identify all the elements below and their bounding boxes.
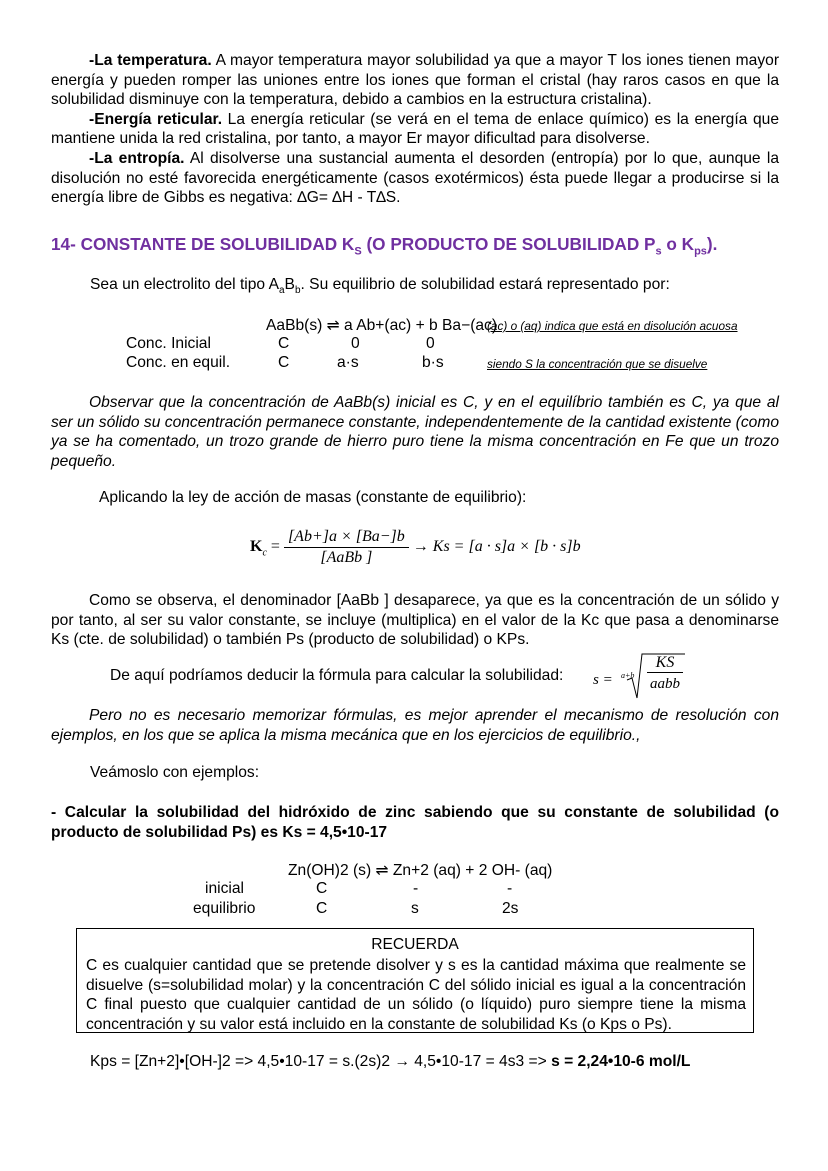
- entropy-paragraph: -La entropía. Al disolverse una sustancial aumenta el desorden (entropía) por lo que, aunque la disolución no esté favorecida energéticamente (casos exotérmicos) ésta puede llegar a producirse si la energía libre de Gibbs es negativa: ∆G= ∆H - T∆S.: [51, 149, 779, 207]
- zn-equil-zn: s: [411, 900, 419, 917]
- temperature-paragraph: -La temperatura. A mayor temperatura mayor solubilidad ya que a mayor T los iones tienen mayor energía y pueden romper las uniones entre los iones que forman el cristal (hay raros casos en que la solubilidad disminuye con la temperatura, debido a cambios en la estructura cristalina).: [51, 52, 780, 109]
- initial-a: 0: [351, 335, 360, 352]
- section-heading: 14- CONSTANTE DE SOLUBILIDAD $K_S$ (O PRODUCTO DE SOLUBILIDAD $P_s$ o $K_{ps}$).: [51, 234, 718, 258]
- remember-text: C es cualquier cantidad que se pretende disolver y s es la cantidad máxima que realmente se disuelve (s=solubilidad molar) y la concentración C del sólido inicial es igual a la concentración C final puesto que cualquier cantidad de un sólido (o líquido) puro siempre tiene la misma concentración y su valor está incluido en la constante de solubilidad Ks (o Kps o Ps).: [86, 957, 746, 1033]
- zn-initial-label: inicial: [205, 880, 244, 897]
- remember-title: RECUERDA: [371, 936, 459, 953]
- denominator-paragraph: Como se observa, el denominador [AaBb ] desaparece, ya que es la concentración de un sólido y por tanto, al ser su valor constante, se incluye (multiplica) en el valor de la Kc que pasa a denominarse Ks (cte. de solubilidad) o también Ps (producto de solubilidad) o KPs.: [51, 592, 779, 649]
- zn-equil-c: C: [316, 900, 328, 917]
- zn-initial-c: C: [316, 880, 328, 897]
- observe-paragraph: Observar que la concentración de AaBb(s) inicial es C, y en el equilíbrio también es C, ya que al ser un sólido su concentración permanece constante, independentemente de la cantidad existente (como ya se ha comentado, un trozo grande de hierro puro tiene la misma concentración en Fe que un trozo pequeño.: [51, 394, 779, 470]
- equilibrium-reaction: AaBb(s) ⇌ a Ab+(ac) + b Ba−(ac): [266, 317, 498, 334]
- intro-text: Sea un electrolito del tipo $A_aB_b$. Su equilibrio de solubilidad estará representado por:: [90, 276, 670, 297]
- initial-label: Conc. Inicial: [126, 335, 211, 352]
- zn-initial-oh: -: [507, 880, 513, 897]
- zn-equil-label: equilibrio: [193, 900, 256, 917]
- properties-paragraphs: [51, 51, 779, 208]
- zn-equil-oh: 2s: [502, 900, 519, 917]
- initial-c: C: [278, 335, 290, 352]
- deduce-text: De aquí podríamos deducir la fórmula para calcular la solubilidad:: [110, 667, 564, 684]
- solution-result: s = 2,24•10-6 mol/L: [551, 1053, 691, 1070]
- aqueous-note: (ac) o (aq) indica que está en disolución acuosa: [487, 319, 738, 333]
- initial-b: 0: [426, 335, 435, 352]
- equil-b: b·s: [422, 354, 444, 371]
- remember-box: [76, 928, 754, 1033]
- equilibrium-label: Conc. en equil.: [126, 354, 231, 371]
- s-note: siendo S la concentración que se disuelve: [487, 357, 708, 371]
- lattice-energy-paragraph: -Energía reticular. La energía reticular (se verá en el tema de enlace químico) es la energía que mantiene unida la red cristalina, por tanto, a mayor Er mayor dificultad para disolverse.: [51, 110, 780, 148]
- examples-text: Veámoslo con ejemplos:: [90, 764, 260, 781]
- mass-action-text: Aplicando la ley de acción de masas (constante de equilibrio):: [99, 489, 527, 506]
- solution-line: Kps = [Zn+2]•[OH-]2 => 4,5•10-17 = s.(2s)2 → 4,5•10-17 = 4s3 => s = 2,24•10-6 mol/L: [90, 1053, 691, 1070]
- equil-c: C: [278, 354, 290, 371]
- zinc-reaction: Zn(OH)2 (s) ⇌ Zn+2 (aq) + 2 OH- (aq): [288, 862, 553, 879]
- kc-formula: $K_c$ = $\frac{[Ab+]a \times [Ba-]b}{\text{[AaBb ]}}$ → Ks = [a · s]a × [b · s]b: [250, 528, 581, 566]
- equil-a: a·s: [337, 354, 359, 371]
- zn-initial-zn: -: [413, 880, 419, 897]
- memorize-paragraph: Pero no es necesario memorizar fórmulas, es mejor aprender el mecanismo de resolución con ejemplos, en los que se aplica la misma mecánica que en los ejercicios de equilibrio.,: [51, 707, 779, 744]
- problem-statement: - Calcular la solubilidad del hidróxido de zinc sabiendo que su constante de solubilidad (o producto de solubilidad Ps) es Ks = 4,5•10-17: [51, 804, 779, 841]
